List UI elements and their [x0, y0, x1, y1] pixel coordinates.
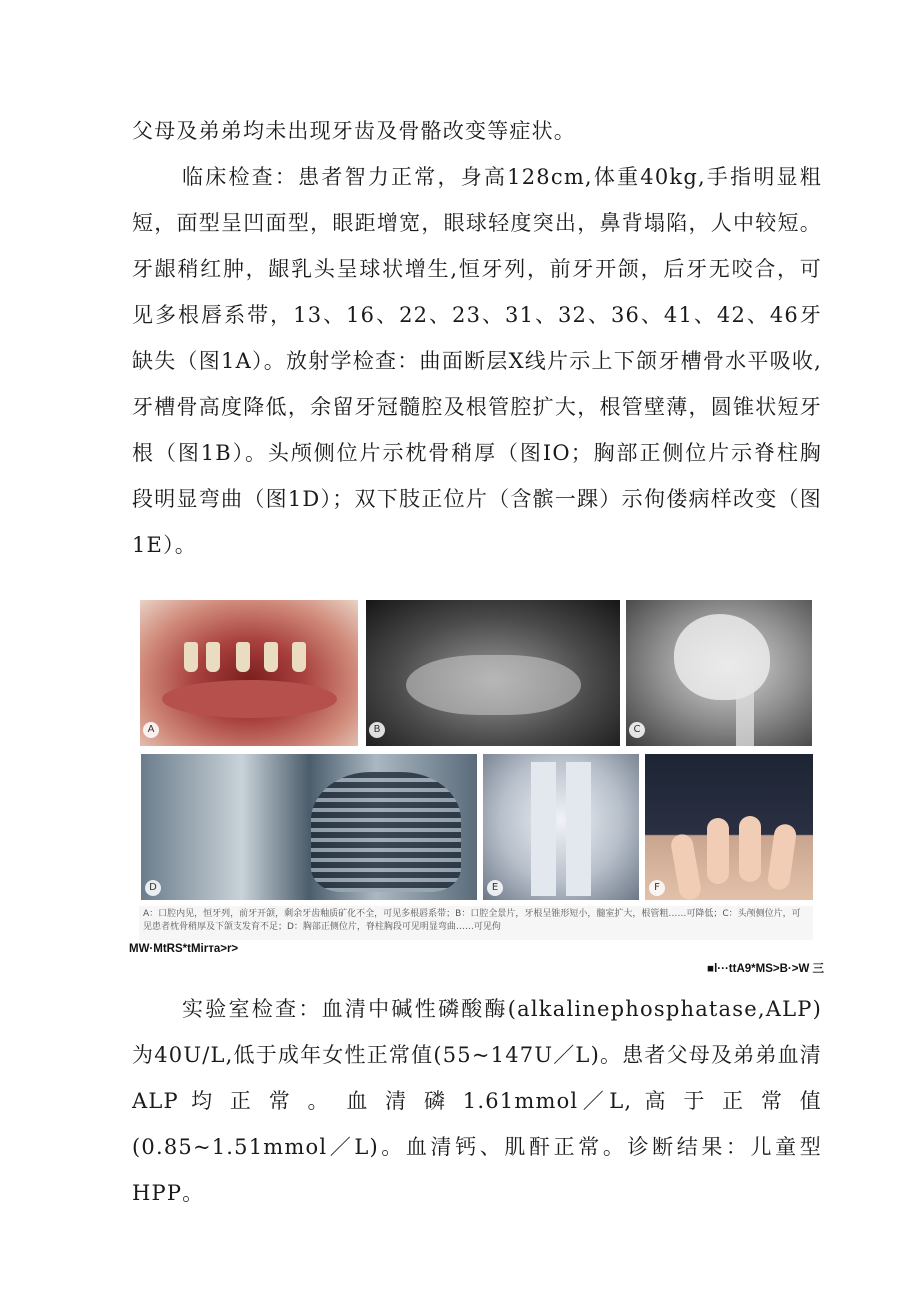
figure-panel-intraoral-photo	[140, 600, 358, 746]
panel-label-c: C	[629, 722, 645, 738]
paragraph-clinical-exam: 临床检查：患者智力正常，身高128cm,体重40kg,手指明显粗短，面型呈凹面型，眼距增宽，眼球轻度突出，鼻背塌陷，人中较短。牙龈稍红肿，龈乳头呈球状增生,恒牙列，前牙开颌，后牙无咬合，可见多根唇系带，13、16、22、23、31、32、36、41、42、46牙缺失（图1A）。放射学检查：曲面断层X线片示上下颌牙槽骨水平吸收,牙槽骨高度降低，余留牙冠髓腔及根管腔扩大，根管壁薄，圆锥状短牙根（图1B）。头颅侧位片示枕骨稍厚（图IO；胸部正侧位片示脊柱胸段明显弯曲（图1D）；双下肢正位片（含髌一踝）示佝偻病样改变（图1E）。	[132, 165, 822, 557]
ocr-artifact-text-right: ■l···ttA9*MS>B·>W 三	[707, 963, 824, 975]
panel-label-d: D	[145, 880, 161, 896]
ribcage-shape	[311, 772, 461, 892]
cervical-spine-shape	[736, 680, 754, 746]
teeth-shape	[180, 642, 320, 682]
lip-shape	[162, 680, 337, 718]
panel-label-f: F	[649, 880, 665, 896]
ocr-artifact-text-left: MW·MtRS*tMirтa>r>	[129, 943, 239, 955]
panel-label-a: A	[143, 722, 159, 738]
paragraph-lab-exam: 实验室检查：血清中碱性磷酸酶(alkalinephosphatase,ALP)为40U/L,低于成年女性正常值(55~147U／L)。患者父母及弟弟血清ALP 均 正 常 。 血 清 磷 1.61mmol／L, 高 于 正 常 值(0.85~1.51mmol／L)。血清钙、肌酐正常。诊断结果：儿童型HPP。	[132, 997, 822, 1205]
panel-label-b: B	[369, 722, 385, 738]
figure-1	[135, 596, 815, 942]
panel-label-e: E	[487, 880, 503, 896]
skull-shape	[674, 614, 770, 700]
figure-panel-hand-photo	[645, 754, 813, 900]
figure-caption: A：口腔内见，恒牙列，前牙开颌，剩余牙齿釉质矿化不全，可见多根唇系带；B：口腔全景片，牙根呈锥形短小，髓室扩大，根管粗……可降低；C：头颅侧位片，可见患者枕骨稍厚及下颌支发育不足；D：胸部正侧位片，脊柱胸段可见明显弯曲……可见佝	[139, 906, 813, 940]
figure-panel-panoramic-xray	[366, 600, 620, 746]
figure-panel-chest-xray	[141, 754, 477, 900]
figure-panel-lower-limb-xray	[483, 754, 639, 900]
legs-shape	[511, 762, 611, 896]
jaw-shape	[406, 655, 581, 715]
figure-panel-lateral-skull-xray	[626, 600, 812, 746]
paragraph-family-history: 父母及弟弟均未出现牙齿及骨骼改变等症状。	[132, 119, 576, 143]
